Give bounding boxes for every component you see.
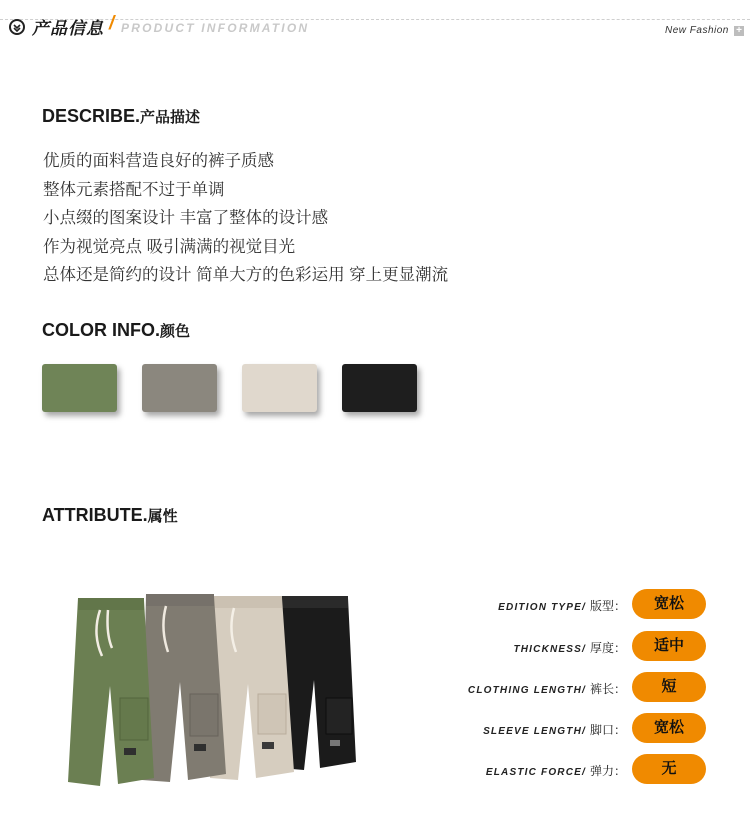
describe-line: 作为视觉亮点 吸引满满的视觉目光	[43, 237, 296, 256]
describe-line: 总体还是简约的设计 简单大方的色彩运用 穿上更显潮流	[43, 266, 449, 284]
chevron-circle-icon	[9, 19, 25, 35]
attribute-value-badge: 宽松	[632, 589, 706, 619]
attribute-value-badge: 短	[632, 672, 706, 702]
attribute-label-en: EDITION TYPE/	[498, 602, 586, 613]
attribute-title-cn: 属性	[147, 508, 178, 525]
attribute-row-edition-type	[440, 589, 710, 619]
header-title-cn: 产品信息	[32, 19, 104, 38]
color-swatches	[42, 364, 442, 412]
product-image	[42, 590, 372, 790]
describe-list	[43, 147, 448, 290]
attribute-value-badge: 适中	[632, 631, 706, 661]
color-swatch-green	[42, 364, 117, 412]
describe-title-en: DESCRIBE.	[42, 106, 141, 126]
color-swatch-black	[342, 364, 417, 412]
attribute-label-cn: 裤长：	[589, 682, 626, 696]
color-swatch-khaki	[242, 364, 317, 412]
describe-title	[42, 106, 200, 127]
attribute-row-elastic-force	[440, 754, 710, 784]
attribute-label-en: THICKNESS/	[513, 644, 586, 655]
attribute-label-cn: 版型：	[589, 599, 626, 613]
shorts-green	[68, 598, 154, 786]
header-slash: /	[109, 13, 115, 34]
attribute-label	[498, 597, 626, 614]
attribute-label-cn: 厚度：	[589, 641, 626, 655]
attribute-label-en: ELASTIC FORCE/	[485, 767, 586, 778]
attribute-row-thickness	[440, 631, 710, 661]
color-info-title-cn: 颜色	[160, 323, 191, 340]
attribute-label	[486, 762, 626, 779]
color-swatch-grey	[142, 364, 217, 412]
describe-line: 优质的面料营造良好的裤子质感	[43, 152, 274, 170]
attribute-row-sleeve-length	[440, 713, 710, 743]
attribute-label	[483, 721, 626, 738]
describe-line: 小点缀的图案设计 丰富了整体的设计感	[43, 209, 329, 227]
describe-line: 整体元素搭配不过于单调	[43, 180, 225, 199]
color-info-title	[42, 320, 190, 341]
attribute-label-cn: 弹力：	[589, 764, 626, 778]
attribute-title-en: ATTRIBUTE.	[42, 505, 148, 525]
attribute-label	[468, 680, 626, 697]
attribute-title	[42, 505, 178, 526]
header-title-en: PRODUCT INFORMATION	[121, 21, 310, 35]
attribute-label-cn: 脚口：	[589, 723, 626, 737]
header-tagline: New Fashion	[665, 25, 729, 36]
page-header	[0, 0, 750, 46]
attribute-label	[513, 639, 626, 656]
attribute-label-en: SLEEVE LENGTH/	[483, 726, 586, 737]
attribute-value-badge: 宽松	[632, 713, 706, 743]
shorts-grey	[142, 594, 226, 782]
attribute-row-clothing-length	[440, 672, 710, 702]
plus-icon: +	[734, 26, 744, 36]
attribute-label-en: CLOTHING LENGTH/	[467, 685, 586, 696]
color-info-title-en: COLOR INFO.	[42, 320, 160, 340]
describe-title-cn: 产品描述	[140, 109, 201, 126]
attribute-value-badge: 无	[632, 754, 706, 784]
